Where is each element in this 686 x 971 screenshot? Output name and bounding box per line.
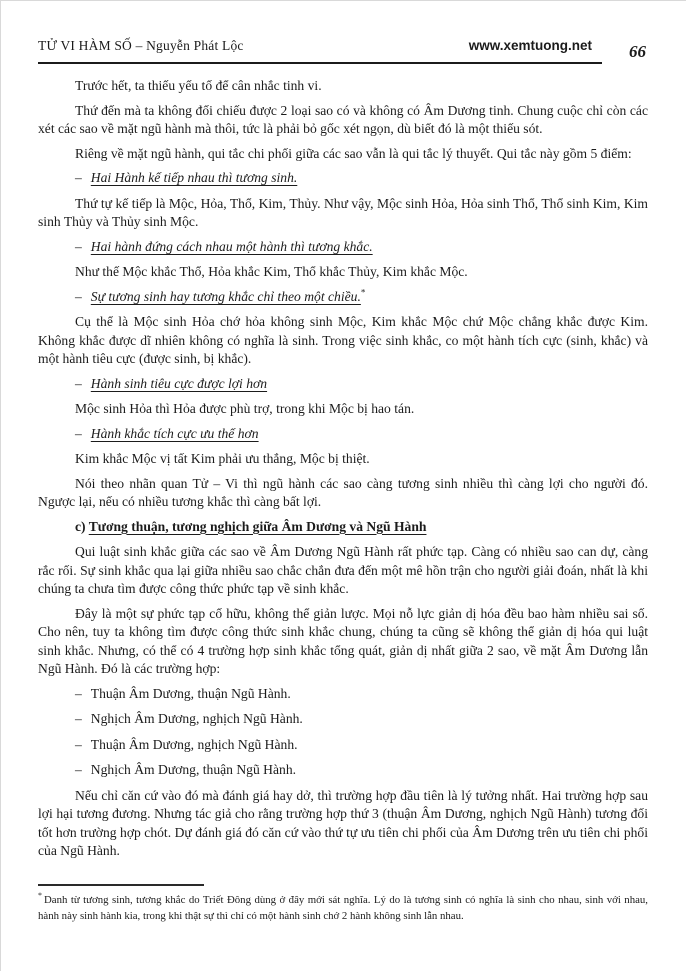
footnote-rule: [38, 884, 204, 886]
bullet-text: Sự tương sinh hay tương khắc chỉ theo một chiều.: [90, 288, 361, 304]
paragraph: Nếu chỉ căn cứ vào đó mà đánh giá hay dở, thì trường hợp đầu tiên là lý tưởng nhất. Hai trường hợp sau lợi hại tương đương. Nhưng tác giả cho rằng trường hợp thứ 3 (thuận Âm Dương, nghịch Ngũ Hành) tương đối tốt hơn trường hợp chót. Dự đánh giá đó căn cứ vào thứ tự ưu tiên chi phối của Âm Dương trên ưu tiên chi phối của Ngũ Hành.: [38, 787, 648, 858]
bullet-item-emphasis: [75, 288, 648, 307]
paragraph: Như thế Mộc khắc Thổ, Hỏa khắc Kim, Thổ khắc Thủy, Kim khắc Mộc.: [75, 264, 468, 279]
paragraph: Nói theo nhãn quan Tử – Vi thì ngũ hành các sao càng tương sinh nhiều thì càng lợi cho người đó. Ngược lại, nếu có nhiều tương khắc thì càng bất lợi.: [38, 475, 648, 509]
paragraph: Cụ thể là Mộc sinh Hỏa chớ hỏa không sinh Mộc, Kim khắc Mộc chứ Mộc chẳng khắc được Kim. Không khắc được dĩ nhiên không có nghĩa là sinh. Trong việc sinh khắc, co một hành tích cực (sinh, khắc) và một hành tiêu cực (được sinh, bị khắc).: [38, 314, 648, 366]
bullet-dash: –: [75, 288, 82, 304]
bullet-dash: –: [75, 170, 82, 185]
bullet-dash: –: [75, 711, 82, 726]
page-number: 66: [629, 42, 646, 61]
footnote: [38, 884, 648, 924]
paragraph: Riêng về mặt ngũ hành, qui tắc chi phối giữa các sao vẫn là qui tắc lý thuyết. Qui tắc này gồm 5 điểm:: [75, 145, 632, 161]
bullet-text: Hành khắc tích cực ưu thế hơn: [90, 425, 259, 441]
bullet-text: Hai hành đứng cách nhau một hành thì tương khắc.: [90, 238, 373, 254]
bullet-item-emphasis: [75, 425, 648, 444]
paragraph: Mộc sinh Hỏa thì Hỏa được phù trợ, trong khi Mộc bị hao tán.: [75, 401, 415, 416]
header-rule: [38, 38, 602, 64]
paragraph: Thứ tự kế tiếp là Mộc, Hỏa, Thổ, Kim, Thủy. Như vậy, Mộc sinh Hỏa, Hỏa sinh Thổ, Thổ sinh Kim, Kim sinh Thủy và Thủy sinh Mộc.: [38, 195, 648, 229]
bullet-item-emphasis: [75, 375, 648, 394]
section-heading: [75, 518, 648, 537]
bullet-item: [75, 736, 648, 755]
bullet-text: Hành sinh tiêu cực được lợi hơn: [90, 375, 268, 391]
website-url: www.xemtuong.net: [468, 38, 592, 53]
bullet-text: Hai Hành kế tiếp nhau thì tương sinh.: [90, 170, 298, 185]
paragraph: Kim khắc Mộc vị tất Kim phải ưu thắng, Mộc bị thiệt.: [75, 451, 370, 466]
paragraph: Thứ đến mà ta không đối chiếu được 2 loại sao có và không có Âm Dương tinh. Chung cuộc chỉ còn các xét các sao về mặt ngũ hành mà thôi, tức là phải bỏ gốc xét ngọn, dù biết đó là một thiếu sót.: [38, 102, 648, 136]
bullet-text: Thuận Âm Dương, thuận Ngũ Hành.: [90, 685, 291, 701]
book-title: TỬ VI HÀM SỐ – Nguyễn Phát Lộc: [38, 38, 244, 53]
footnote-text: [38, 892, 648, 924]
content-blocks: [38, 77, 648, 861]
bullet-text: Nghịch Âm Dương, nghịch Ngũ Hành.: [90, 711, 303, 726]
bullet-item: [75, 761, 648, 780]
heading-text: Tương thuận, tương nghịch giữa Âm Dương và Ngũ Hành: [88, 518, 427, 534]
heading-prefix: c): [75, 518, 89, 534]
bullet-dash: –: [75, 736, 82, 752]
bullet-dash: –: [75, 375, 82, 391]
bullet-item: [75, 685, 648, 704]
bullet-item-emphasis: [75, 169, 648, 188]
footnote-marker: *: [38, 891, 42, 901]
bullet-dash: –: [75, 762, 82, 777]
bullet-item: [75, 710, 648, 729]
bullet-item-emphasis: [75, 238, 648, 257]
bullet-dash: –: [75, 238, 82, 254]
paragraph: Qui luật sinh khắc giữa các sao về Âm Dương Ngũ Hành rất phức tạp. Càng có nhiều sao can dự, càng rắc rối. Sự sinh khắc qua lại giữa nhiều sao chắc chắn đưa đến một mê hồn trận cho người giải đoán, nhất là khi chúng ta chưa tìm được công thức phức tạp về sinh khắc.: [38, 544, 648, 596]
paragraph: Đây là một sự phức tạp cố hữu, không thể giản lược. Mọi nỗ lực giản dị hóa đều bao hàm nhiều sai số. Cho nên, tuy ta không tìm được công thức sinh khắc chung, chúng ta cũng sẽ không thể giản dị hóa qui luật sinh khắc. Nhưng, có thể có 4 trường hợp sinh khắc tổng quát, giản dị nhất giữa 2 sao, về mặt Âm Dương lẫn Ngũ Hành. Đó là các trường hợp:: [38, 605, 648, 676]
page-header: [38, 38, 648, 64]
bullet-dash: –: [75, 685, 82, 701]
bullet-dash: –: [75, 425, 82, 441]
paragraph: Trước hết, ta thiếu yếu tố để cân nhắc tinh vi.: [75, 78, 322, 93]
footnote-body: Danh từ tương sinh, tương khắc do Triết Đông dùng ở đây mới sát nghĩa. Lý do là tương sinh có nghĩa là sinh cho nhau, sinh với nhau, hành này sinh hành kia, trong khi thật sự thì chỉ có một hành sinh chớ 2 hành không sinh lẫn nhau.: [38, 894, 648, 922]
footnote-marker-ref: *: [360, 286, 366, 297]
bullet-text: Nghịch Âm Dương, thuận Ngũ Hành.: [90, 762, 297, 777]
bullet-text: Thuận Âm Dương, nghịch Ngũ Hành.: [90, 736, 298, 752]
